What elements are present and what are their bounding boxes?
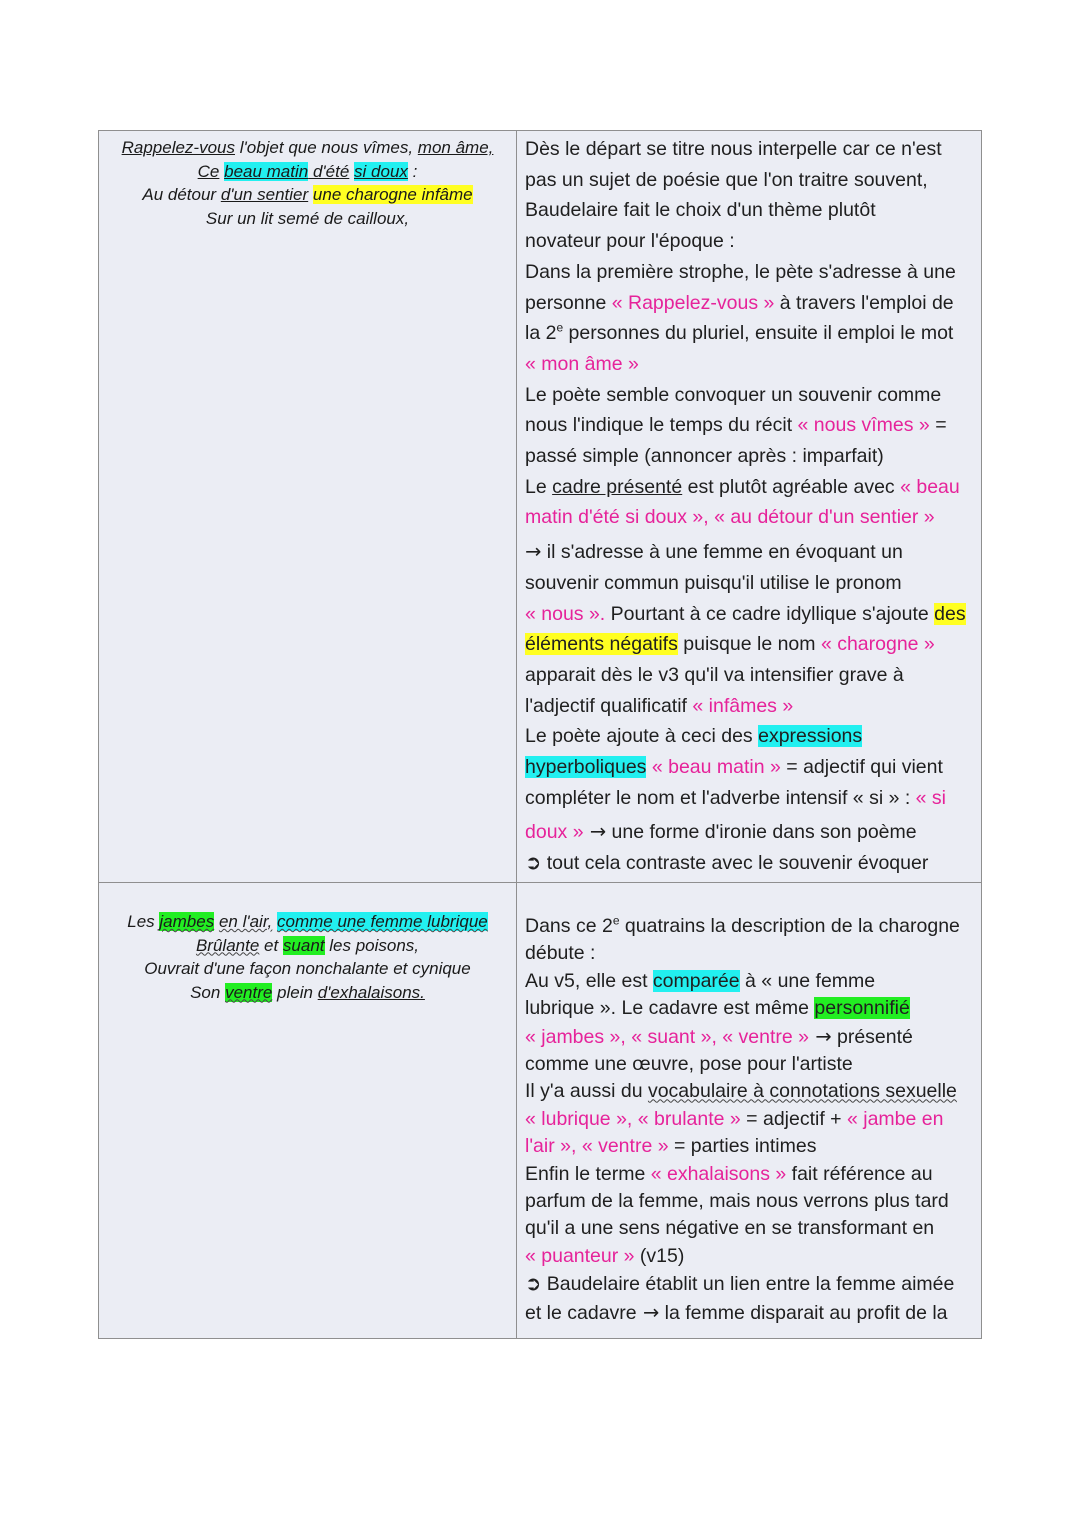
analysis-line: Le poète semble convoquer un souvenir comme bbox=[525, 383, 942, 406]
analysis-line: qu'il a une sens négative en se transformant en bbox=[525, 1217, 935, 1240]
analysis-line: la 2e personnes du pluriel, ensuite il emploi le mot bbox=[525, 320, 954, 345]
analysis-line: apparait dès le v3 qu'il va intensifier grave à bbox=[525, 663, 904, 686]
poem-stanza-2 bbox=[99, 883, 516, 1004]
curved-arrow-icon: ➲ bbox=[525, 851, 542, 875]
poem-line: Brûlante et suant les poisons, bbox=[195, 935, 420, 955]
poem-line: Sur un lit semé de cailloux, bbox=[205, 208, 410, 228]
analysis-line: Il y'a aussi du vocabulaire à connotations sexuelle bbox=[525, 1080, 957, 1103]
table-row bbox=[99, 883, 981, 1338]
analysis-line: Le poète ajoute à ceci des expressions bbox=[525, 725, 863, 748]
analysis-line: « mon âme » bbox=[525, 352, 639, 375]
poem-line: Ce beau matin d'été si doux : bbox=[197, 161, 418, 181]
analysis-line: Baudelaire fait le choix d'un thème plutôt bbox=[525, 199, 876, 222]
analysis-line: compléter le nom et l'adverbe intensif « si » : « si bbox=[525, 786, 947, 809]
table-row bbox=[99, 131, 981, 883]
curved-arrow-icon: ➲ bbox=[525, 1272, 542, 1296]
analysis-table bbox=[98, 130, 982, 1339]
analysis-line: parfum de la femme, mais nous verrons plus tard bbox=[525, 1190, 949, 1213]
right-arrow-icon: → bbox=[809, 1024, 832, 1048]
analysis-line: ➲ Baudelaire établit un lien entre la femme aimée bbox=[525, 1272, 955, 1296]
analysis-line: Enfin le terme « exhalaisons » fait référence au bbox=[525, 1162, 933, 1185]
right-arrow-icon: → bbox=[636, 1300, 660, 1324]
poem-cell bbox=[99, 883, 517, 1338]
analysis-line: souvenir commun puisqu'il utilise le pronom bbox=[525, 571, 902, 594]
analysis-line: passé simple (annoncer après : imparfait) bbox=[525, 445, 884, 468]
analysis-text-2 bbox=[517, 883, 981, 1327]
analysis-line: débute : bbox=[525, 942, 596, 965]
poem-stanza-1 bbox=[99, 131, 516, 230]
analysis-line: « nous ». Pourtant à ce cadre idyllique s'ajoute des bbox=[525, 602, 966, 625]
analysis-line: comme une œuvre, pose pour l'artiste bbox=[525, 1053, 853, 1076]
analysis-line: personne « Rappelez-vous » à travers l'emploi de bbox=[525, 291, 954, 314]
analysis-line: nous l'indique le temps du récit « nous vîmes » = bbox=[525, 414, 947, 437]
analysis-line: Au v5, elle est comparée à « une femme bbox=[525, 969, 876, 992]
analysis-line: Dans ce 2e quatrains la description de la charogne bbox=[525, 913, 960, 937]
poem-line: Rappelez-vous l'objet que nous vîmes, mon âme, bbox=[121, 138, 494, 157]
poem-line: Ouvrait d'une façon nonchalante et cynique bbox=[144, 959, 471, 978]
right-arrow-icon: → bbox=[525, 540, 542, 564]
analysis-line: « jambes », « suant », « ventre » → présenté bbox=[525, 1024, 913, 1048]
poem-line: Les jambes en l'air, comme une femme lubrique bbox=[127, 912, 488, 931]
analysis-line: novateur pour l'époque : bbox=[525, 230, 735, 253]
poem-line: Au détour d'un sentier une charogne infâme bbox=[142, 185, 473, 204]
analysis-text-1 bbox=[517, 131, 981, 879]
analysis-line: doux » → une forme d'ironie dans son poème bbox=[525, 820, 917, 844]
analysis-line: ➲ tout cela contraste avec le souvenir évoquer bbox=[525, 851, 929, 875]
poem-line: Son ventre plein d'exhalaisons. bbox=[190, 982, 425, 1002]
analysis-line: Dès le départ se titre nous interpelle car ce n'est bbox=[525, 138, 942, 160]
analysis-line: hyperboliques « beau matin » = adjectif qui vient bbox=[525, 756, 943, 779]
analysis-line: éléments négatifs puisque le nom « charogne » bbox=[525, 633, 935, 656]
analysis-line: Le cadre présenté est plutôt agréable avec « beau bbox=[525, 475, 960, 498]
analysis-line: lubrique ». Le cadavre est même personnifié bbox=[525, 997, 910, 1020]
analysis-line: pas un sujet de poésie que l'on traitre souvent, bbox=[525, 168, 928, 191]
analysis-line: l'air », « ventre » = parties intimes bbox=[525, 1135, 817, 1158]
analysis-cell bbox=[517, 883, 981, 1338]
analysis-line: « puanteur » (v15) bbox=[525, 1244, 685, 1267]
analysis-line: matin d'été si doux », « au détour d'un sentier » bbox=[525, 506, 935, 529]
poem-cell bbox=[99, 131, 517, 882]
analysis-line: Dans la première strophe, le pète s'adresse à une bbox=[525, 260, 956, 283]
analysis-line: et le cadavre → la femme disparait au profit de la bbox=[525, 1300, 948, 1324]
analysis-line: → il s'adresse à une femme en évoquant un bbox=[525, 540, 903, 564]
analysis-cell bbox=[517, 131, 981, 882]
analysis-line: « lubrique », « brulante » = adjectif + « jambe en bbox=[525, 1107, 944, 1130]
right-arrow-icon: → bbox=[583, 820, 607, 844]
analysis-line: l'adjectif qualificatif « infâmes » bbox=[525, 694, 794, 717]
